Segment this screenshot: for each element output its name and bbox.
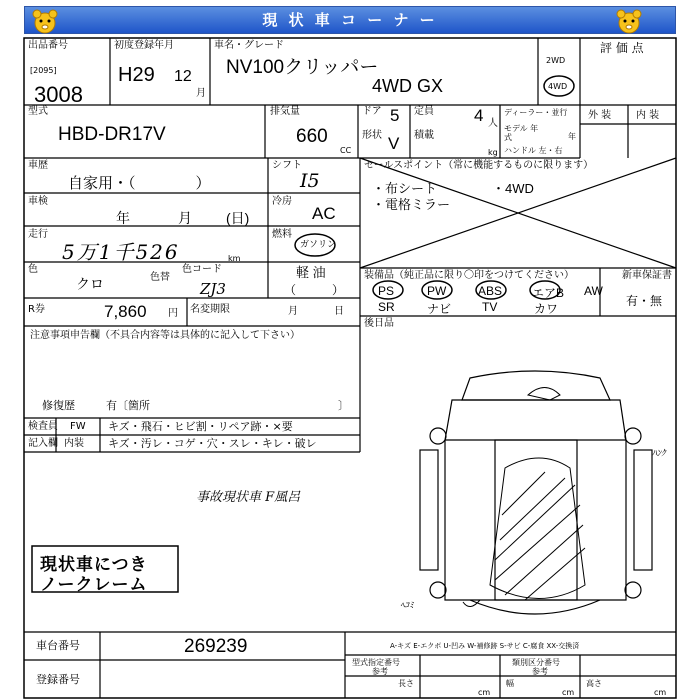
- recycle-label: R券: [28, 304, 45, 315]
- equip-abs: ABS: [478, 284, 503, 298]
- name-change-label: 名変期限: [190, 304, 230, 315]
- yen-unit: 円: [168, 308, 178, 319]
- mileage: 5万1千526: [62, 240, 180, 264]
- length-label: 長さ: [398, 679, 414, 688]
- handle-label: ハンドル 左・右: [504, 146, 563, 155]
- equip-aw: AW: [584, 284, 603, 298]
- capacity-unit: 人: [488, 118, 498, 129]
- color-label: 色: [28, 264, 38, 275]
- height-unit: cm: [654, 688, 667, 697]
- shift-label: シフト: [272, 160, 302, 171]
- lot-number: 3008: [34, 82, 83, 107]
- equip-ps: PS: [378, 284, 395, 298]
- interior-items: キズ・汚レ・コゲ・穴・スレ・キレ・破レ: [108, 437, 317, 450]
- fuel-gasoline: ガソリン: [300, 240, 337, 250]
- name-change-day: 日: [334, 306, 344, 317]
- fuel-paren: （ ）: [284, 283, 345, 297]
- type-approval-sub: 参考: [372, 667, 388, 676]
- fuel-label: 燃料: [272, 229, 292, 240]
- sales-point-2: ・4WD: [492, 181, 534, 196]
- displacement: 660: [296, 126, 328, 147]
- inspection-year: 年: [116, 210, 130, 226]
- banner-title: 現 状 車 コ ー ナ ー: [262, 11, 438, 29]
- reg-month: 12: [174, 68, 192, 85]
- capacity-label: 定員: [414, 106, 434, 117]
- equipment-label: 装備品（純正品に限り〇印をつけてください）: [364, 270, 574, 281]
- sales-point-1: ・布シート: [372, 181, 438, 196]
- history: 自家用・（ ）: [68, 175, 211, 192]
- color-code: ZJ3: [200, 280, 226, 298]
- rear-seat-label: 後日品: [364, 318, 394, 329]
- shift: I5: [300, 170, 320, 192]
- load-label: 積載: [414, 130, 434, 141]
- type-approval-label: 型式指定番号: [352, 658, 400, 667]
- drive-4wd: 4WD: [548, 82, 568, 91]
- mileage-label: 走行: [28, 229, 48, 240]
- warranty: 有・無: [626, 294, 663, 308]
- inspector-label: 検査員: [28, 421, 58, 432]
- equip-navi: ナビ: [427, 302, 452, 316]
- length-unit: cm: [478, 688, 491, 697]
- equip-leather: カワ: [534, 302, 559, 316]
- entry-label: 記入欄: [28, 438, 58, 449]
- height-label: 高さ: [586, 679, 602, 688]
- repair-value: 有〔箇所: [106, 399, 150, 412]
- sales-points-label: セールスポイント（常に機能するものに限ります）: [364, 160, 594, 171]
- stamp-line1: 現状車につき: [40, 555, 148, 574]
- chassis-label: 車台番号: [36, 639, 80, 652]
- era-year: H29: [118, 64, 155, 86]
- capacity: 4: [474, 106, 484, 125]
- chassis-number: 269239: [184, 636, 248, 657]
- ac: AC: [312, 204, 336, 223]
- lot-label: 出品番号: [28, 40, 68, 51]
- dealer-label: ディーラー・並行: [504, 108, 568, 117]
- equip-airbag: エアB: [532, 286, 565, 300]
- shape-label: 形状: [362, 130, 382, 141]
- inspection-day: (日): [226, 210, 250, 226]
- class-sub: 参考: [532, 667, 548, 676]
- equip-sr: SR: [378, 300, 395, 314]
- history-label: 車歴: [28, 160, 48, 171]
- notes-label: 注意事項申告欄（不具合内容等は具体的に記入して下さい）: [30, 330, 300, 341]
- cc-unit: CC: [340, 146, 352, 155]
- model-label: 型式: [28, 106, 48, 117]
- stamp-line2: ノークレーム: [40, 575, 148, 594]
- model-year-label: モデル 年式: [504, 124, 539, 142]
- color-code-label: 色コード: [182, 264, 222, 275]
- fw-items: キズ・飛石・ヒビ割・リペア跡・×要: [108, 420, 293, 433]
- diagram-note-2: ﾍｺﾐ: [400, 601, 414, 611]
- interior-label: 内 装: [636, 110, 660, 121]
- shape: V: [388, 134, 400, 153]
- fw-label: FW: [70, 421, 86, 432]
- warranty-label: 新車保証書: [622, 270, 672, 281]
- repair-label: 修復歴: [42, 399, 75, 412]
- equip-tv: TV: [482, 300, 498, 314]
- interior-row-label: 内装: [64, 438, 84, 449]
- legend: A-キズ E-エクボ U-凹み W-補修跡 S-サビ C-腐食 XX-交換済: [390, 642, 580, 650]
- lot-sub: [2095]: [30, 66, 57, 75]
- eval-label: 評 価 点: [600, 41, 644, 55]
- car-name-label: 車名・グレード: [214, 40, 284, 51]
- recycle-fee: 7,860: [104, 302, 147, 321]
- displacement-label: 排気量: [270, 106, 300, 117]
- damage-hatching: [463, 388, 585, 607]
- inspection-label: 車検: [28, 196, 48, 207]
- first-reg-label: 初度登録年月: [114, 40, 174, 51]
- drive-2wd: 2WD: [546, 56, 566, 65]
- diagram-note-1: ﾊﾝｸ: [652, 449, 666, 459]
- color-change-label: 色替: [150, 272, 170, 283]
- doors: 5: [390, 106, 400, 125]
- door-label: ドア: [362, 106, 382, 117]
- class-label: 類別区分番号: [512, 658, 560, 667]
- model: HBD-DR17V: [58, 124, 166, 145]
- exterior-label: 外 装: [588, 110, 612, 121]
- inspector-note: 事故現状車 F風呂: [196, 490, 301, 505]
- month-unit: 月: [196, 88, 206, 99]
- inspection-month: 月: [178, 210, 192, 226]
- ac-label: 冷房: [272, 196, 292, 207]
- car-diagram: [420, 371, 652, 614]
- sales-point-3: ・電格ミラー: [372, 197, 451, 212]
- name-change-month: 月: [288, 306, 298, 317]
- kg-unit: kg: [488, 148, 498, 157]
- km-unit: km: [228, 254, 241, 263]
- year-unit: 年: [568, 132, 576, 141]
- color: クロ: [76, 276, 104, 292]
- reg-label: 登録番号: [36, 673, 80, 686]
- width-unit: cm: [562, 688, 575, 697]
- grade: 4WD GX: [372, 76, 444, 96]
- car-name: NV100クリッパー: [226, 57, 379, 78]
- repair-close: 〕: [338, 399, 349, 412]
- width-label: 幅: [506, 679, 514, 688]
- fuel-diesel: 軽 油: [296, 265, 326, 280]
- equip-pw: PW: [427, 284, 447, 298]
